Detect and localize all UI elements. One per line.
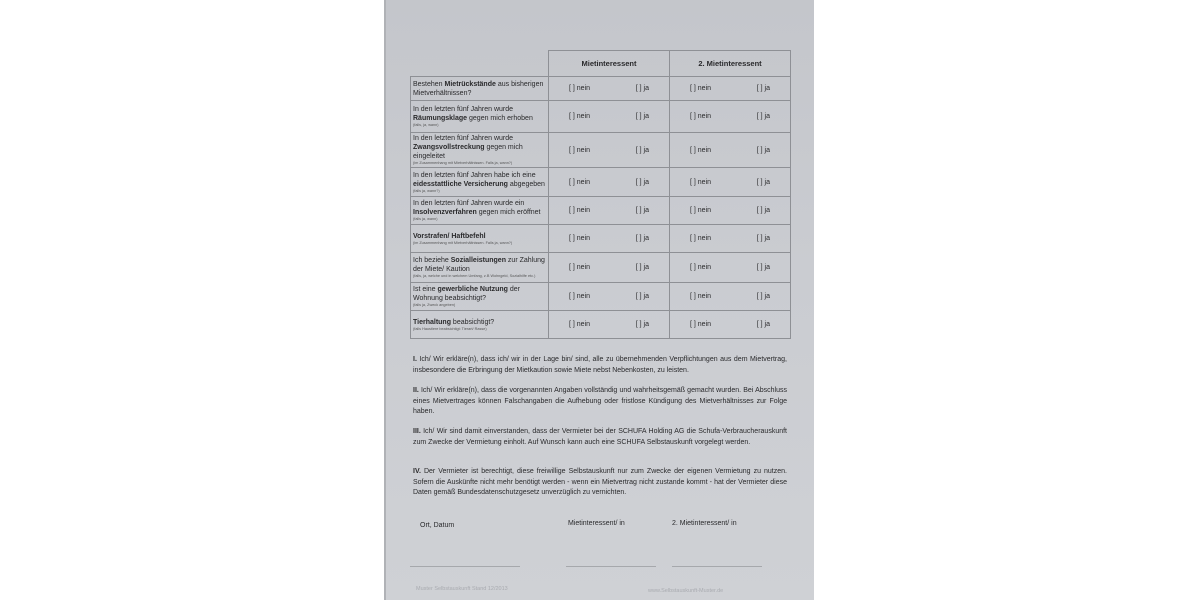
question-text-post: gegen mich eingeleitet — [413, 144, 523, 160]
paragraph-text: Der Vermieter ist berechtigt, diese freiwillige Selbstauskunft nur zum Zwecke der eigenen Vermietung zu nutzen. Sofern die Auskünfte nicht mehr benötigt werden - wenn ein Mietvertrag nicht zustande kommt - hat der Vermieter diese Daten gemäß Bundesdatenschutzgesetz unverzüglich zu vernichten. — [413, 468, 787, 496]
paragraph-number: I. — [413, 356, 417, 363]
question-hint: (falls, ja, wann) — [413, 123, 439, 127]
question-hint: (falls Haustiere beabsichtigt: Tierart/ Rasse) — [413, 326, 487, 331]
checkbox-ja[interactable]: [ ] ja — [635, 113, 649, 120]
question-cell — [411, 133, 549, 168]
declaration-paragraph — [413, 427, 787, 448]
checkbox-ja[interactable]: [ ] ja — [756, 235, 770, 242]
table-row — [411, 77, 791, 101]
question-cell — [411, 253, 549, 283]
question-cell — [411, 283, 549, 311]
checkbox-ja[interactable]: [ ] ja — [635, 146, 649, 154]
table-row — [411, 168, 791, 197]
checkbox-nein[interactable]: [ ] nein — [569, 207, 591, 214]
checkbox-ja[interactable]: [ ] ja — [756, 113, 770, 120]
table-row — [411, 311, 791, 339]
checkbox-nein[interactable]: [ ] nein — [690, 235, 712, 242]
question-cell — [411, 225, 549, 253]
checkbox-ja[interactable]: [ ] ja — [756, 178, 770, 186]
checkbox-ja[interactable]: [ ] ja — [635, 207, 649, 214]
question-text-post: abgegeben — [507, 180, 545, 188]
paragraph-text: Ich/ Wir erkläre(n), dass ich/ wir in der Lage bin/ sind, alle zu übernehmenden Verpflichtungen aus dem Mietvertrag, insbesondere die Erbringung der Mietkaution sowie Miete nebst Nebenkosten, zu leisten. — [413, 356, 787, 374]
question-hint: (falls, ja, welche und in welchem Umfang, z.B Wohngeld, Sozialhilfe etc.) — [413, 274, 536, 278]
answer-cell-tenant1 — [549, 168, 670, 197]
signature-line-tenant1 — [566, 566, 656, 567]
checkbox-ja[interactable]: [ ] ja — [635, 178, 649, 186]
question-hint: (im Zusammenhang mit Mietverhältnissen. Falls ja, wann?) — [413, 240, 513, 245]
answer-cell-tenant1 — [549, 283, 670, 311]
checkbox-ja[interactable]: [ ] ja — [756, 146, 770, 154]
question-text-bold: Räumungsklage — [413, 115, 468, 122]
checkbox-ja[interactable]: [ ] ja — [635, 293, 649, 300]
checkbox-nein[interactable]: [ ] nein — [569, 113, 591, 120]
question-text-post: beabsichtigt? — [450, 318, 495, 326]
footer-left: Muster Selbstauskunft Stand 12/2013 — [416, 586, 508, 592]
checkbox-ja[interactable]: [ ] ja — [635, 264, 649, 271]
paragraph-text: Ich/ Wir sind damit einverstanden, dass der Vermieter bei der SCHUFA Holding AG die Schufa-Verbraucherauskunft zum Zwecke der Vermietung einholt. Auf Wunsch kann auch eine SCHUFA Selbstauskunft vorgelegt werden. — [413, 428, 787, 446]
answer-cell-tenant2 — [670, 77, 791, 101]
question-cell — [411, 77, 549, 101]
question-text-bold: Mietrückstände — [444, 80, 496, 88]
question-text-bold: eidesstattliche Versicherung — [413, 180, 508, 188]
question-text-pre: In den letzten fünf Jahren wurde — [413, 135, 514, 142]
checkbox-nein[interactable]: [ ] nein — [690, 85, 712, 92]
table-row — [411, 101, 791, 133]
answer-cell-tenant2 — [670, 197, 791, 225]
checkbox-nein[interactable]: [ ] nein — [690, 207, 712, 214]
checkbox-nein[interactable]: [ ] nein — [690, 293, 712, 300]
checkbox-nein[interactable]: [ ] nein — [569, 293, 591, 300]
answer-cell-tenant1 — [549, 225, 670, 253]
paragraph-text: Ich/ Wir erkläre(n), dass die vorgenannten Angaben vollständig und wahrheitsgemäß gemacht wurden. Bei Abschluss eines Mietvertrages können Falschangaben die Aufhebung oder fristlose Kündigung des Mietverhältnisses zur Folge haben. — [413, 387, 787, 415]
question-hint: (falls ja, wann?) — [413, 188, 440, 193]
answer-cell-tenant1 — [549, 197, 670, 225]
answer-cell-tenant2 — [670, 253, 791, 283]
declaration-paragraph — [413, 467, 787, 499]
checkbox-ja[interactable]: [ ] ja — [635, 235, 649, 242]
checkbox-nein[interactable]: [ ] nein — [569, 321, 591, 328]
signature-label-tenant2: 2. Mietinteressent/ in — [672, 520, 737, 527]
checkbox-nein[interactable]: [ ] nein — [690, 178, 712, 186]
question-text-bold: gewerbliche Nutzung — [437, 286, 508, 293]
answer-cell-tenant2 — [670, 225, 791, 253]
signature-label-place-date: Ort, Datum — [420, 522, 455, 529]
question-text-bold: Insolvenzverfahren — [413, 209, 477, 216]
table-row — [411, 283, 791, 311]
footer-right: www.Selbstauskunft-Muster.de — [648, 588, 724, 594]
answer-cell-tenant2 — [670, 101, 791, 133]
document-page — [386, 0, 814, 600]
questionnaire-table — [410, 50, 791, 339]
question-cell — [411, 311, 549, 339]
question-text-pre: In den letzten fünf Jahren habe ich eine — [413, 171, 536, 179]
answer-cell-tenant1 — [549, 77, 670, 101]
checkbox-ja[interactable]: [ ] ja — [756, 85, 770, 92]
question-text-bold: Sozialleistungen — [450, 257, 506, 264]
checkbox-ja[interactable]: [ ] ja — [756, 321, 770, 328]
question-cell — [411, 168, 549, 197]
checkbox-nein[interactable]: [ ] nein — [569, 235, 591, 242]
column-header-tenant2: 2. Mietinteressent — [670, 51, 791, 77]
question-text-pre: In den letzten fünf Jahren wurde — [413, 106, 514, 113]
answer-cell-tenant1 — [549, 253, 670, 283]
question-cell — [411, 101, 549, 133]
table-row — [411, 197, 791, 225]
checkbox-nein[interactable]: [ ] nein — [690, 146, 712, 154]
checkbox-ja[interactable]: [ ] ja — [756, 264, 770, 271]
table-row — [411, 133, 791, 168]
paragraph-number: II. — [413, 387, 419, 394]
question-hint: (im Zusammenhang mit Mietverhältnissen. Falls ja, wann?) — [413, 161, 513, 165]
answer-cell-tenant1 — [549, 101, 670, 133]
question-text-bold: Tierhaltung — [413, 318, 451, 326]
checkbox-nein[interactable]: [ ] nein — [690, 113, 712, 120]
signature-line-place-date — [410, 566, 520, 567]
answer-cell-tenant1 — [549, 133, 670, 168]
checkbox-nein[interactable]: [ ] nein — [690, 264, 712, 271]
answer-cell-tenant2 — [670, 133, 791, 168]
question-text-pre: In den letzten fünf Jahren wurde ein — [413, 200, 525, 207]
paragraph-number: IV. — [413, 468, 421, 475]
question-text-bold: Zwangsvollstreckung — [413, 144, 485, 151]
answer-cell-tenant2 — [670, 168, 791, 197]
table-row — [411, 225, 791, 253]
signature-label-tenant1: Mietinteressent/ in — [568, 520, 625, 527]
question-text-post: gegen mich eröffnet — [476, 209, 541, 216]
question-text-pre: Bestehen — [413, 80, 445, 88]
checkbox-ja[interactable]: [ ] ja — [635, 321, 649, 328]
question-text-post: aus bisherigen Mietverhältnissen? — [413, 80, 544, 97]
checkbox-ja[interactable]: [ ] ja — [756, 293, 770, 300]
column-header-tenant1: Mietinteressent — [549, 51, 670, 77]
answer-cell-tenant2 — [670, 311, 791, 339]
question-text-pre: Ist eine — [413, 286, 438, 293]
question-hint: (falls ja, wann) — [413, 217, 438, 221]
checkbox-nein[interactable]: [ ] nein — [569, 178, 591, 186]
question-text-bold: Vorstrafen/ Haftbefehl — [413, 232, 486, 240]
question-hint: (falls ja, Zweck angeben) — [413, 303, 456, 307]
question-text-post: der Wohnung beabsichtigt? — [413, 286, 520, 302]
question-text-pre: Ich beziehe — [413, 257, 451, 264]
table-row — [411, 253, 791, 283]
question-text-post: zur Zahlung der Miete/ Kaution — [413, 257, 545, 273]
declaration-paragraph — [413, 386, 787, 418]
checkbox-ja[interactable]: [ ] ja — [756, 207, 770, 214]
checkbox-nein[interactable]: [ ] nein — [569, 85, 591, 92]
signature-line-tenant2 — [672, 566, 762, 567]
question-cell — [411, 197, 549, 225]
checkbox-nein[interactable]: [ ] nein — [569, 146, 591, 154]
paragraph-number: III. — [413, 428, 421, 435]
question-text-post: gegen mich erhoben — [467, 115, 533, 122]
answer-cell-tenant2 — [670, 283, 791, 311]
checkbox-nein[interactable]: [ ] nein — [690, 321, 712, 328]
answer-cell-tenant1 — [549, 311, 670, 339]
declaration-paragraph — [413, 355, 787, 376]
checkbox-nein[interactable]: [ ] nein — [569, 264, 591, 271]
header-blank-cell — [411, 51, 549, 77]
checkbox-ja[interactable]: [ ] ja — [635, 85, 649, 92]
